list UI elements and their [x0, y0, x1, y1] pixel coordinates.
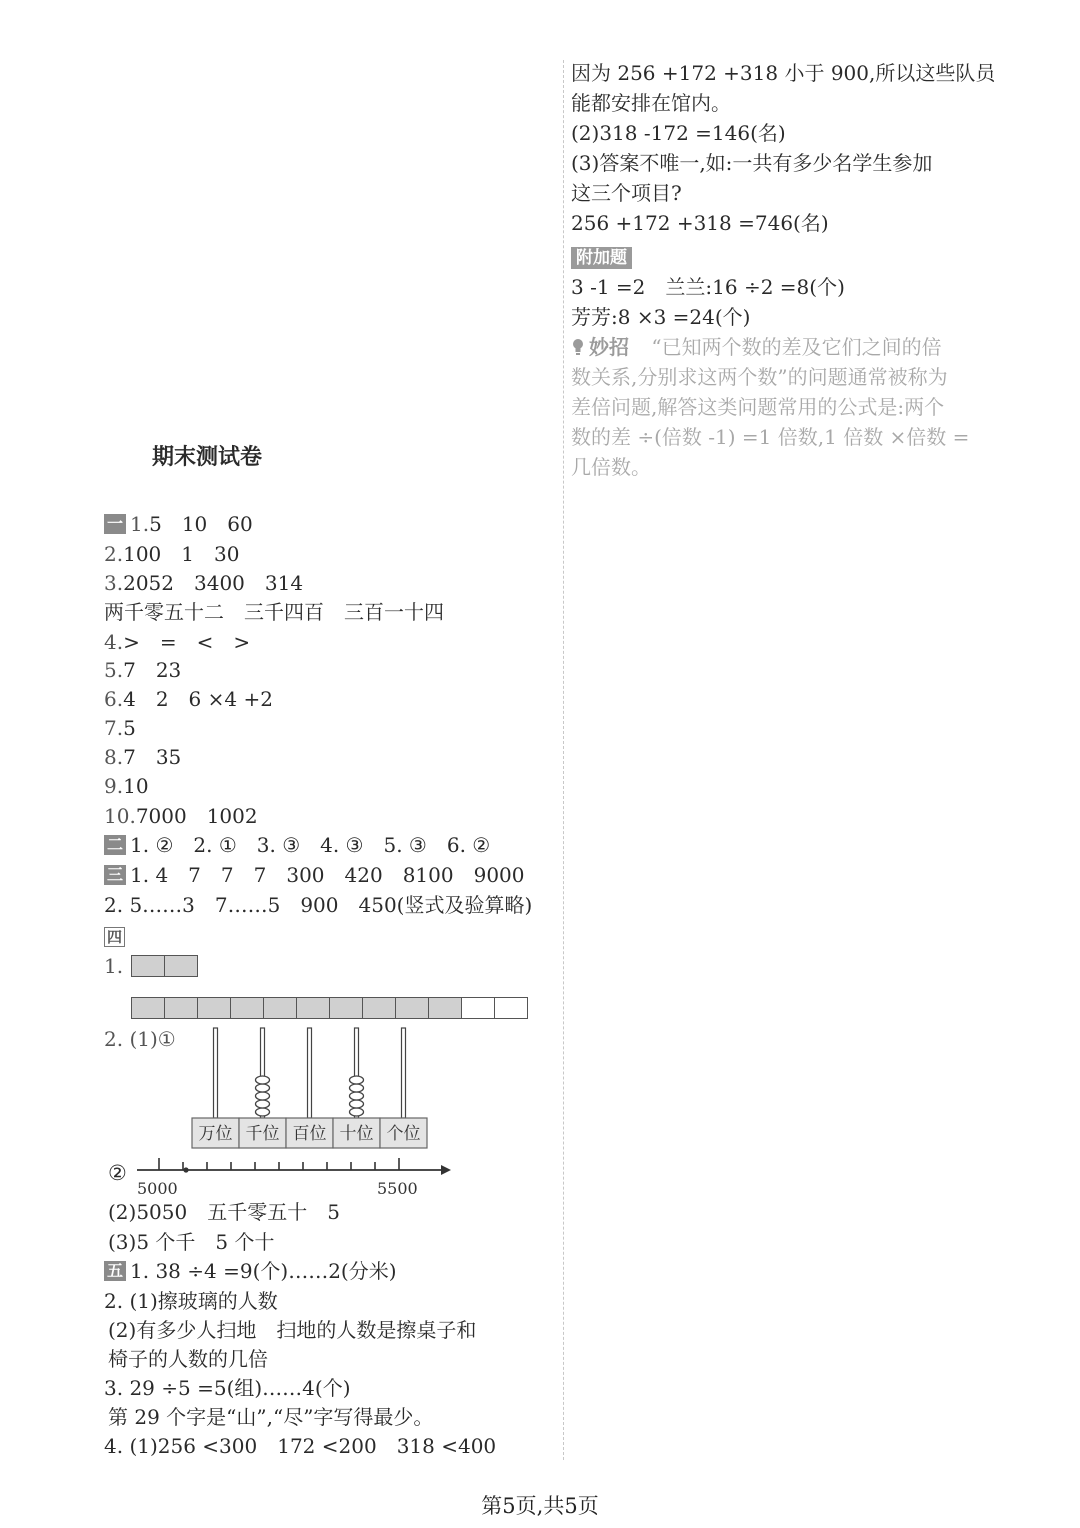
- s3-line-2: 2. 5……3 7……5 900 450(竖式及验算略): [104, 893, 533, 917]
- section-marker-2: 二: [104, 835, 126, 855]
- bar-cell: [330, 998, 363, 1018]
- s1-line-3: 3.2052 3400 314: [104, 571, 304, 595]
- s5-line-4: 椅子的人数的几倍: [108, 1347, 268, 1371]
- bonus-line-1: 3 -1 =2 兰兰:16 ÷2 =8(个): [571, 275, 845, 299]
- bar-cell: [264, 998, 297, 1018]
- s3-line-1: 三 1. 4 7 7 7 300 420 8100 9000: [104, 862, 525, 888]
- right-line-1: 因为 256 +172 +318 小于 900,所以这些队员: [571, 61, 996, 85]
- s1-line-8: 7.5: [104, 716, 136, 740]
- s5-line-7: 4. (1)256 <300 172 <200 318 <400: [104, 1434, 497, 1458]
- s1-line-7: 6.4 2 6 ×4 +2: [104, 687, 273, 711]
- abacus-rod: [214, 1028, 218, 1118]
- s1-line-11: 10.7000 1002: [104, 804, 258, 828]
- s1-line-9: 8.7 35: [104, 745, 182, 769]
- bar-cell: [132, 956, 165, 976]
- s1-line-2: 2.100 1 30: [104, 542, 240, 566]
- abacus-bead: [256, 1092, 270, 1100]
- tip-line-2: 数关系,分别求这两个数”的问题通常被称为: [571, 365, 948, 389]
- abacus-rod: [402, 1028, 406, 1118]
- s5-line-3: (2)有多少人扫地 扫地的人数是擦桌子和: [108, 1318, 477, 1342]
- number-line-end: 5500: [377, 1179, 418, 1198]
- tip-line-5: 几倍数。: [571, 455, 651, 479]
- page-footer: 第5页,共5页: [481, 1494, 599, 1518]
- s1-line-4: 两千零五十二 三千四百 三百一十四: [104, 600, 444, 624]
- s1-line-10: 9.10: [104, 774, 149, 798]
- s2-line: 二 1. ② 2. ① 3. ③ 4. ③ 5. ③ 6. ②: [104, 832, 490, 858]
- abacus-bead: [256, 1108, 270, 1116]
- section-marker-3: 三: [104, 865, 126, 885]
- s5-line-5: 3. 29 ÷5 =5(组)……4(个): [104, 1376, 351, 1400]
- bar-cell: [198, 998, 231, 1018]
- tip-line-4: 数的差 ÷(倍数 -1) =1 倍数,1 倍数 ×倍数 =: [571, 425, 970, 449]
- bonus-line-2: 芳芳:8 ×3 =24(个): [571, 305, 751, 329]
- s4-q2-2: (2)5050 五千零五十 5: [108, 1200, 340, 1224]
- bar-cell: [462, 998, 495, 1018]
- number-line-start: 5000: [137, 1179, 178, 1198]
- number-line-arrow: [441, 1165, 451, 1175]
- bar-cell: [363, 998, 396, 1018]
- tip-label: 妙招: [589, 335, 629, 359]
- s4-q2-num: 2. (1)①: [104, 1027, 176, 1051]
- bonus-heading: [571, 243, 632, 269]
- s1-line-1: 一 1.5 10 60: [104, 511, 253, 537]
- s4-heading: [104, 922, 125, 948]
- bar-cell: [429, 998, 462, 1018]
- bar-cell: [396, 998, 429, 1018]
- abacus-label: 百位: [292, 1124, 327, 1144]
- right-line-2: 能都安排在馆内。: [571, 91, 731, 115]
- abacus-bead: [350, 1092, 364, 1100]
- bar-cell: [231, 998, 264, 1018]
- number-line-point: [183, 1167, 188, 1172]
- section-marker-1: 一: [104, 514, 126, 534]
- abacus-bead: [350, 1100, 364, 1108]
- abacus-label: 千位: [245, 1124, 280, 1144]
- s5-line-2: 2. (1)擦玻璃的人数: [104, 1289, 278, 1313]
- abacus-bead: [350, 1076, 364, 1084]
- bar-cell: [165, 998, 198, 1018]
- abacus-rod: [308, 1028, 312, 1118]
- right-line-4: (3)答案不唯一,如:一共有多少名学生参加: [571, 151, 933, 175]
- tip-line-1: [571, 334, 942, 360]
- s4-q1-num: 1.: [104, 954, 124, 978]
- section-marker-4: 四: [104, 927, 125, 947]
- abacus-label: 个位: [386, 1124, 421, 1144]
- abacus: [190, 1026, 430, 1150]
- abacus-bead: [256, 1084, 270, 1092]
- abacus-label: 万位: [198, 1124, 233, 1144]
- abacus-bead: [350, 1108, 364, 1116]
- numberline-marker: ②: [108, 1161, 127, 1185]
- abacus-bead: [350, 1084, 364, 1092]
- column-divider: [563, 60, 564, 1460]
- bar-cell: [297, 998, 330, 1018]
- bonus-tag: 附加题: [571, 247, 632, 269]
- bar-cell: [495, 998, 527, 1018]
- bar-model-short: [131, 955, 198, 977]
- bulb-icon: [571, 336, 585, 352]
- s1-line-5: 4.> = < >: [104, 630, 251, 654]
- bar-cell: [165, 956, 197, 976]
- s5-line-6: 第 29 个字是“山”,“尽”字写得最少。: [108, 1405, 434, 1429]
- tip-line-3: 差倍问题,解答这类问题常用的公式是:两个: [571, 395, 945, 419]
- bar-model-long: [131, 997, 528, 1019]
- right-line-6: 256 +172 +318 =746(名): [571, 211, 829, 235]
- bar-cell: [132, 998, 165, 1018]
- page-title: 期末测试卷: [152, 445, 263, 470]
- right-line-5: 这三个项目?: [571, 181, 682, 205]
- tip-text-1: “已知两个数的差及它们之间的倍: [651, 335, 942, 359]
- section-marker-5: 五: [104, 1261, 126, 1281]
- number-line: [135, 1152, 455, 1200]
- s1-line-6: 5.7 23: [104, 658, 182, 682]
- s4-q2-3: (3)5 个千 5 个十: [108, 1230, 275, 1254]
- abacus-bead: [256, 1076, 270, 1084]
- right-line-3: (2)318 -172 =146(名): [571, 121, 786, 145]
- s5-line-1: 五 1. 38 ÷4 =9(个)……2(分米): [104, 1258, 397, 1284]
- abacus-label: 十位: [339, 1124, 374, 1144]
- abacus-bead: [256, 1100, 270, 1108]
